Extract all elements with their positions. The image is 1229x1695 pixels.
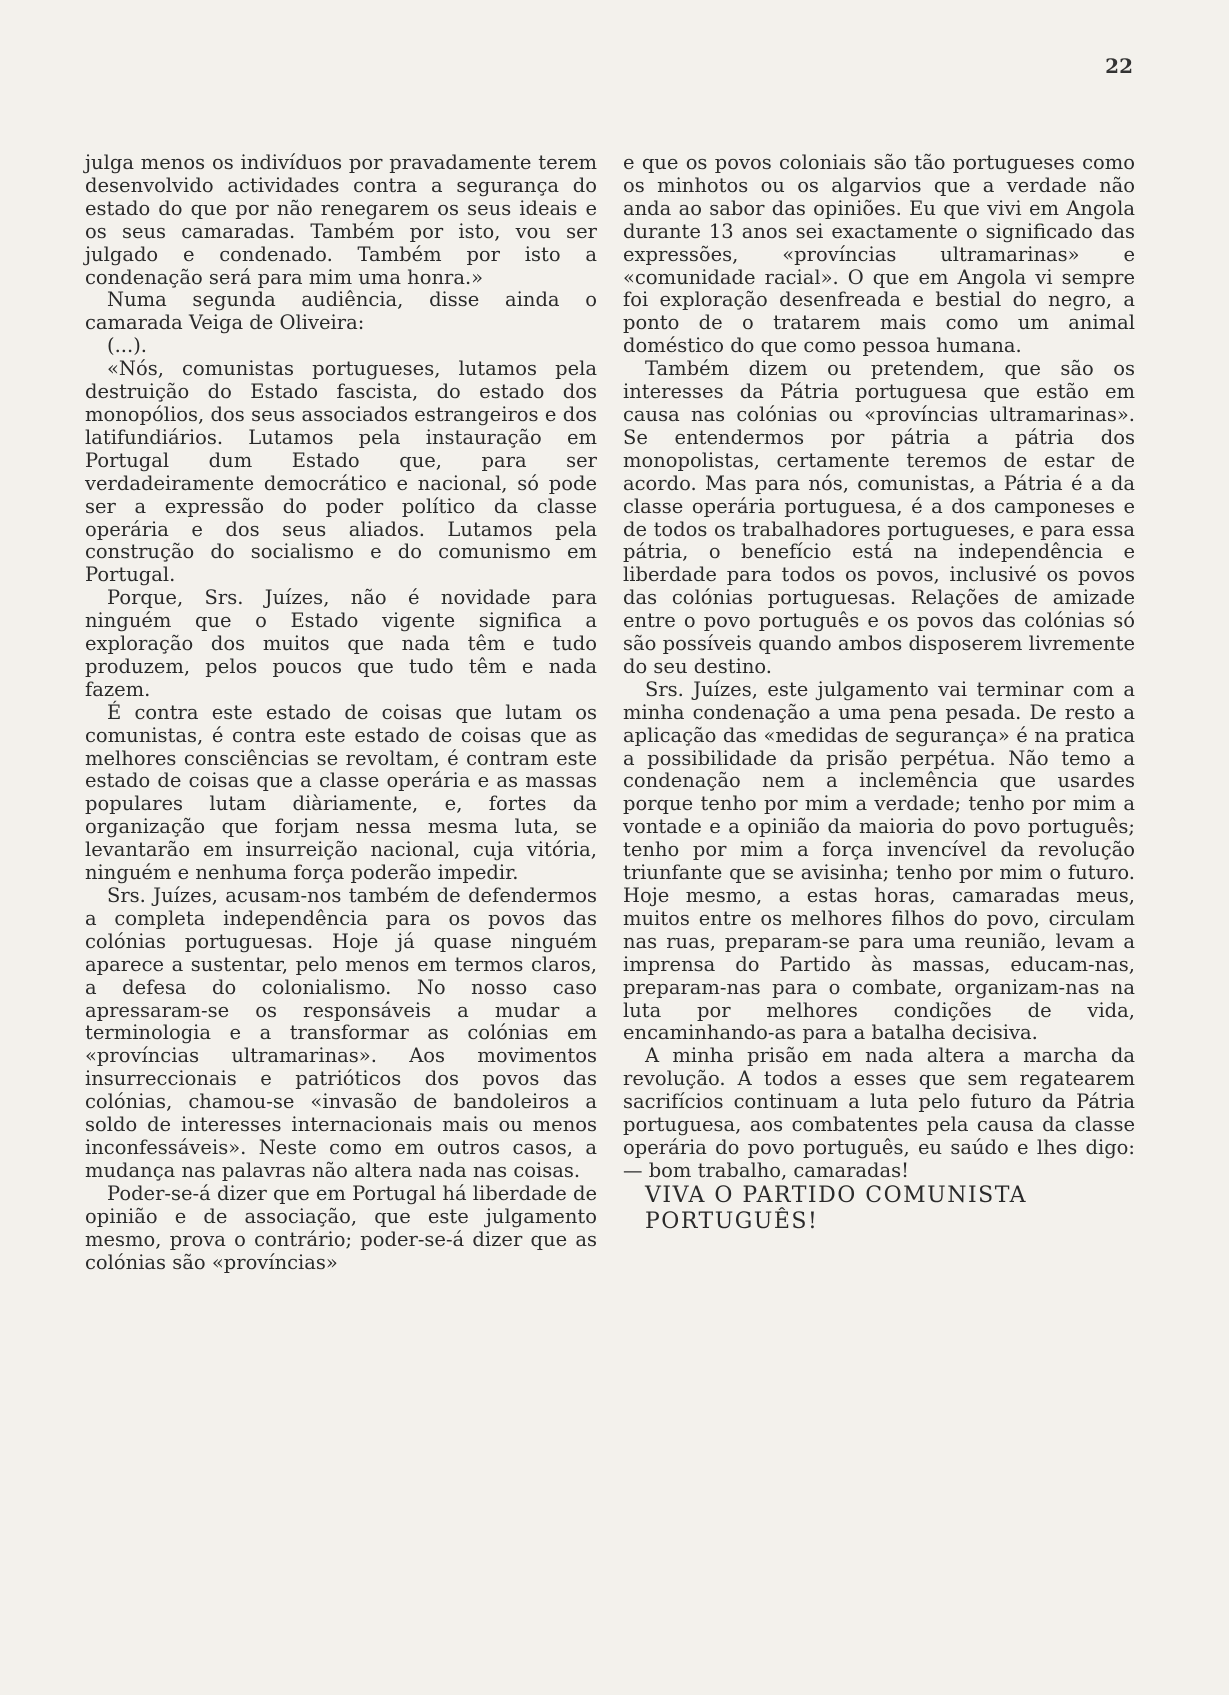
right-column: [623, 152, 1135, 1235]
paragraph: A minha prisão em nada altera a marcha da revolução. A todos a esses que sem regatearem sacrifícios continuam a luta pelo futuro da Pátria portuguesa, aos combatentes pela causa da classe operária do povo português, eu saúdo e lhes digo: — bom trabalho, camaradas!: [623, 1044, 1135, 1182]
paragraph: Também dizem ou pretendem, que são os interesses da Pátria portuguesa que estão em causa nas colónias ou «províncias ultramarinas». Se entendermos por pátria a pátria dos monopolistas, certamente teremos de estar de acordo. Mas para nós, comunistas, a Pátria é a da classe operária portuguesa, é a dos camponeses e de todos os trabalhadores portugueses, e para essa pátria, o benefício está na independência e liberdade para todos os povos, inclusivé os povos das colónias portuguesas. Relações de amizade entre o povo português e os povos das colónias só são possíveis quando ambos disposerem livremente do seu destino.: [623, 357, 1135, 678]
paragraph: Numa segunda audiência, disse ainda o camarada Veiga de Oliveira:: [85, 288, 597, 335]
page-number: 22: [1105, 54, 1133, 78]
paragraph: «Nós, comunistas portugueses, lutamos pela destruição do Estado fascista, do estado dos monopólios, dos seus associados estrangeiros e dos latifundiários. Lutamos pela instauração em Portugal dum Estado que, para ser verdadeiramente democrático e nacional, só pode ser a expressão do poder político da classe operária e dos seus aliados. Lutamos pela construção do socialismo e do comunismo em Portugal.: [85, 357, 597, 587]
paragraph: e que os povos coloniais são tão portugueses como os minhotos ou os algarvios que a verdade não anda ao sabor das opiniões. Eu que vivi em Angola durante 13 anos sei exactamente o significado das expressões, «províncias ultramarinas» e «comunidade racial». O que em Angola vi sempre foi exploração desenfreada e bestial do negro, a ponto de o tratarem mais como um animal doméstico do que como pessoa humana.: [623, 151, 1135, 358]
paragraph: Porque, Srs. Juízes, não é novidade para ninguém que o Estado vigente significa a exploração dos muitos que nada têm e tudo produzem, pelos poucos que tudo têm e nada fazem.: [85, 586, 597, 701]
paragraph: Srs. Juízes, este julgamento vai terminar com a minha condenação a uma pena pesada. De resto a aplicação das «medidas de segurança» é na pratica a possibilidade da prisão perpétua. Não temo a condenação nem a inclemência que usardes porque tenho por mim a verdade; tenho por mim a vontade e a opinião da maioria do povo português; tenho por mim a força invencível da revolução triunfante que se avisinha; tenho por mim o futuro. Hoje mesmo, a estas horas, camaradas meus, muitos entre os melhores filhos do povo, circulam nas ruas, preparam-se para uma reunião, levam a imprensa do Partido às massas, educam-nas, preparam-nas para o combate, organizam-nas na luta por melhores condições de vida, encaminhando-as para a batalha decisiva.: [623, 677, 1135, 1045]
paragraph: Poder-se-á dizer que em Portugal há liberdade de opinião e de associação, que este julgamento mesmo, prova o contrário; poder-se-á dizer que as colónias são «províncias»: [85, 1181, 597, 1274]
paragraph: (...).: [107, 334, 148, 358]
closing-slogan: VIVA O PARTIDO COMUNISTA PORTUGUÊS!: [645, 1182, 1028, 1234]
paragraph: Srs. Juízes, acusam-nos também de defendermos a completa independência para os povos das colónias portuguesas. Hoje já quase ninguém aparece a sustentar, pelo menos em termos claros, a defesa do colonialismo. No nosso caso apressaram-se os responsáveis a mudar a terminologia e a transformar as colónias em «províncias ultramarinas». Aos movimentos insurreccionais e patrióticos dos povos das colónias, chamou-se «invasão de bandoleiros a soldo de interesses internacionais mais ou menos inconfessáveis». Neste como em outros casos, a mudança nas palavras não altera nada nas coisas.: [85, 884, 597, 1182]
left-column: [85, 152, 597, 1274]
paragraph: É contra este estado de coisas que lutam os comunistas, é contra este estado de coisas que as melhores consciências se revoltam, é contram este estado de coisas que a classe operária e as massas populares lutam diàriamente, e, fortes da organização que forjam nessa mesma luta, se levantarão em insurreição nacional, cuja vitória, ninguém e nenhuma força poderão impedir.: [85, 700, 597, 885]
paragraph: julga menos os indivíduos por pravadamente terem desenvolvido actividades contra a segurança do estado do que por não renegarem os seus ideais e os seus camaradas. Também por isto, vou ser julgado e condenado. Também por isto a condenação será para mim uma honra.»: [85, 151, 597, 289]
